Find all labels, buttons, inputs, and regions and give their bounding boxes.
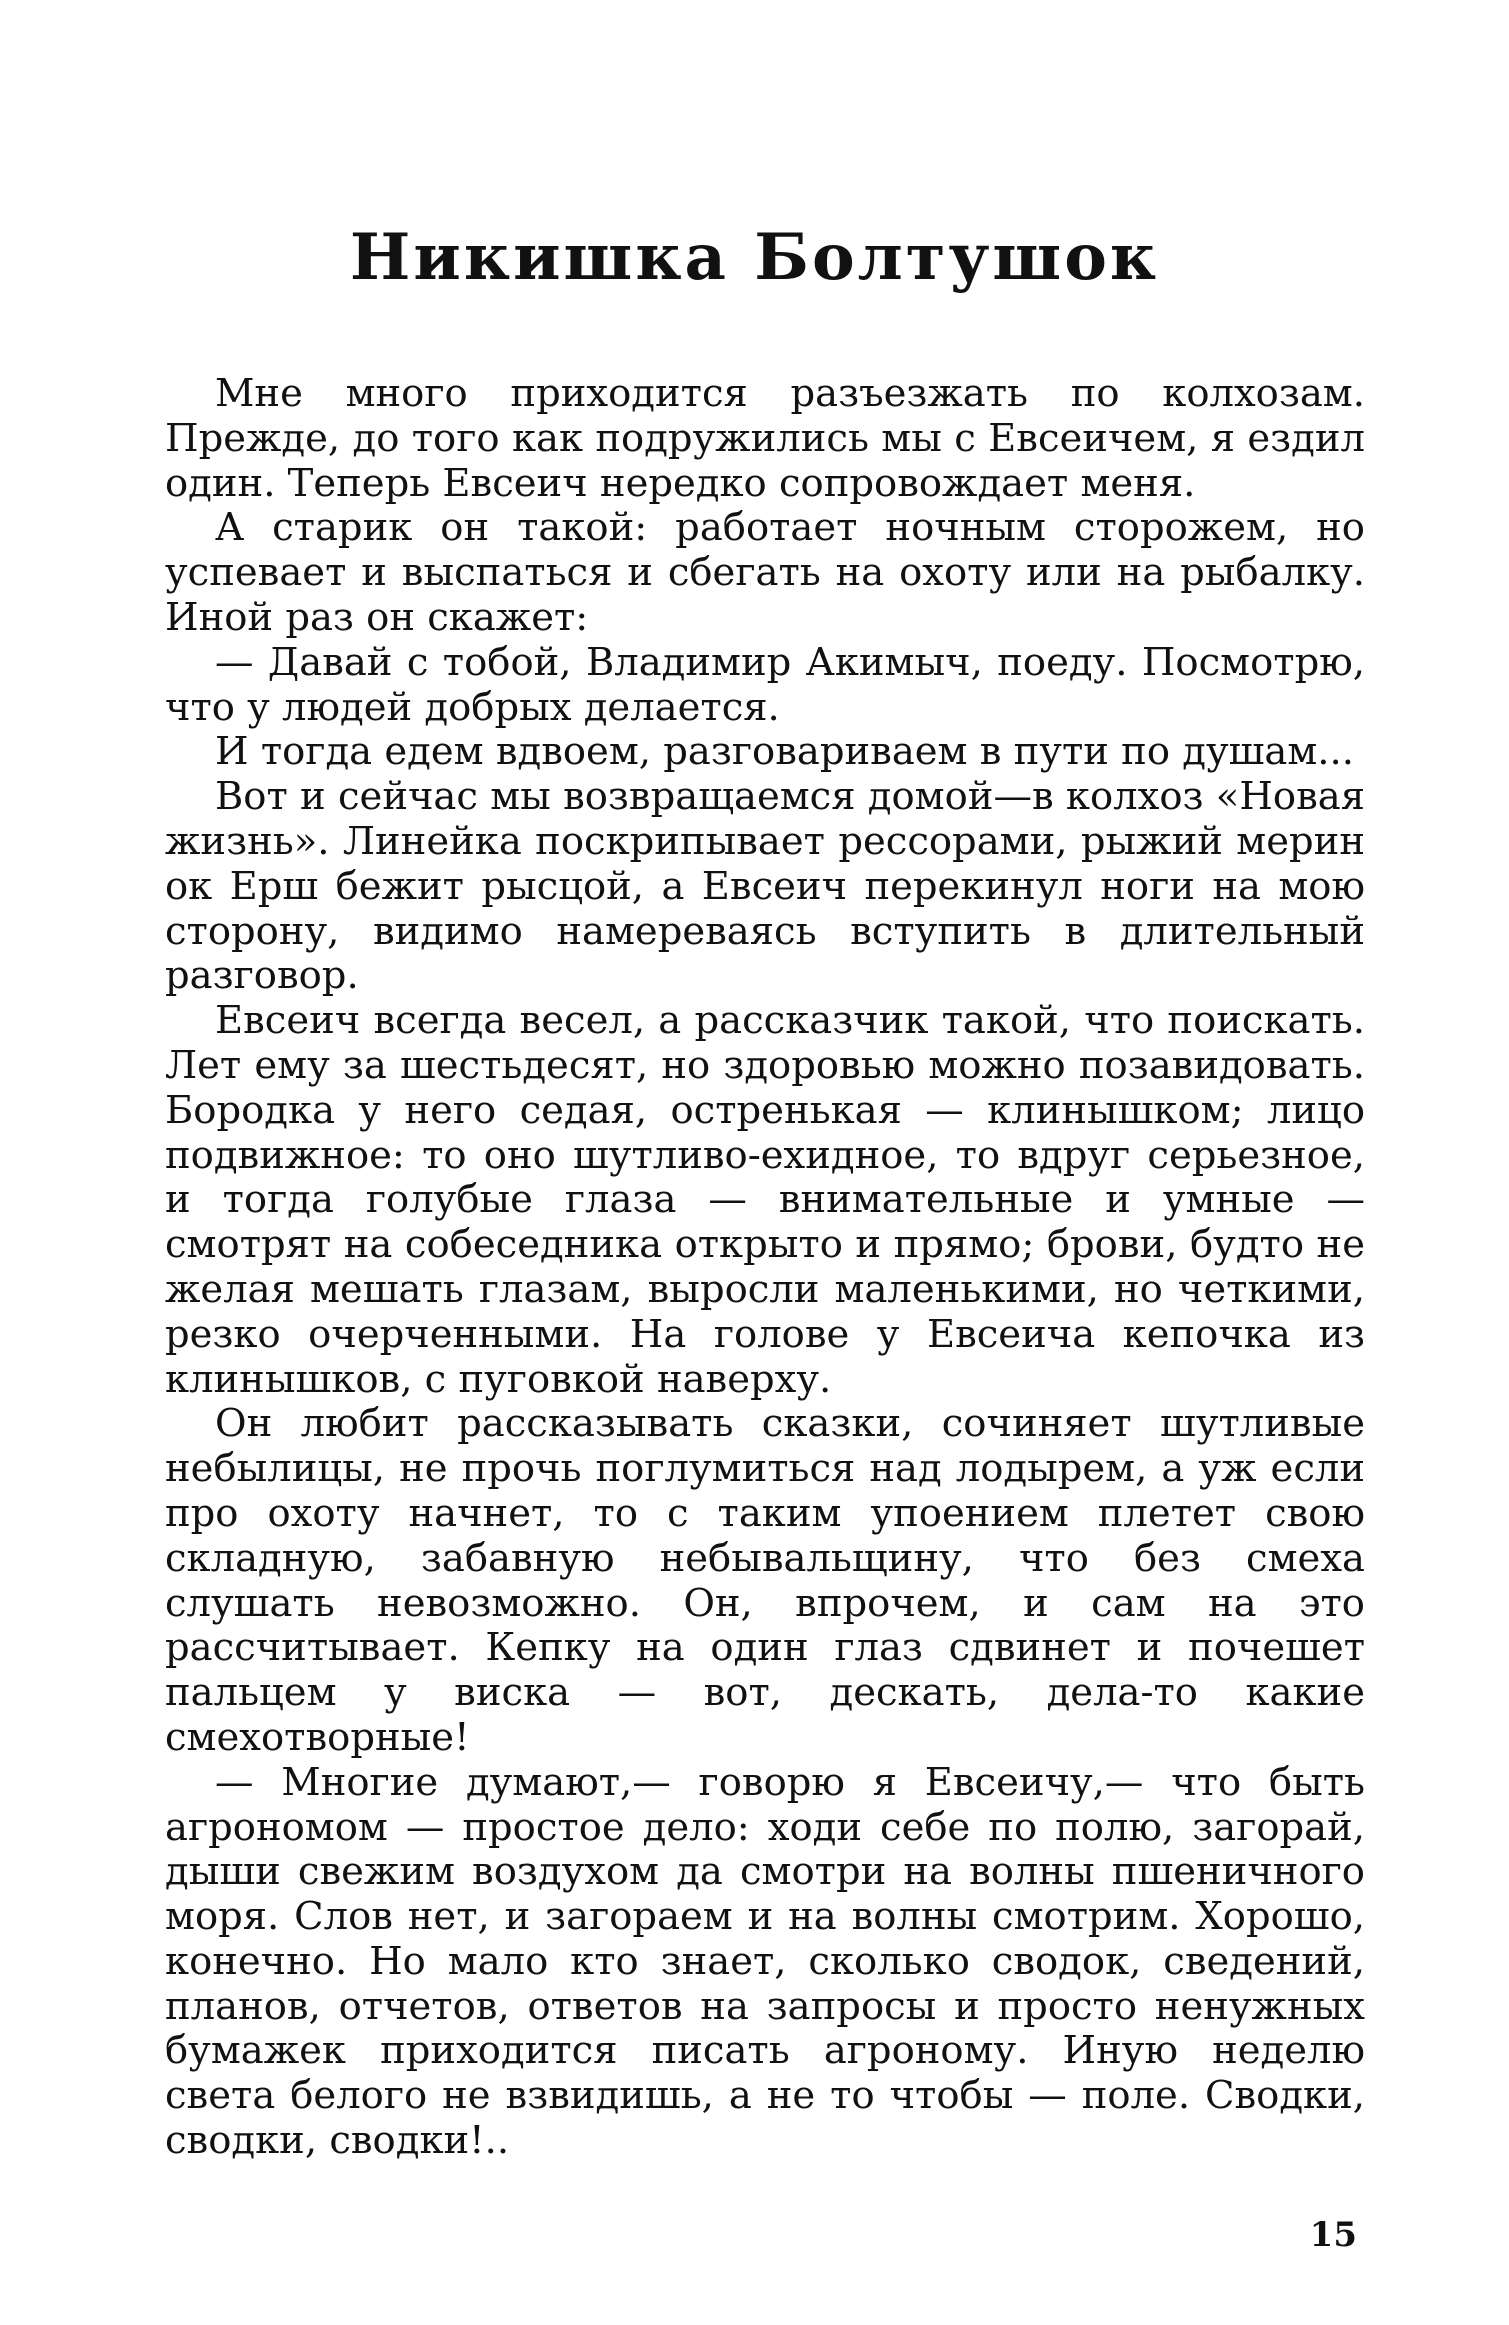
paragraph: Вот и сейчас мы возвращаемся домой—в колхоз «Новая жизнь». Линейка поскрипывает рессорами, рыжий мерин ок Ерш бежит рысцой, а Евсеич перекинул ноги на мою сторону, видимо намереваясь вступить в длительный разговор. (165, 774, 1365, 999)
paragraph: Он любит рассказывать сказки, сочиняет шутливые небылицы, не прочь поглумиться над лодырем, а уж если про охоту начнет, то с таким упоением плетет свою складную, забавную небывальщину, что без смеха слушать невозможно. Он, впрочем, и сам на это рассчитывает. Кепку на один глаз сдвинет и почешет пальцем у виска — вот, дескать, дела-то какие смехотворные! (165, 1401, 1365, 1760)
paragraph: А старик он такой: работает ночным сторожем, но успевает и выспаться и сбегать на охоту или на рыбалку. Иной раз он скажет: (165, 505, 1365, 640)
paragraph: Мне много приходится разъезжать по колхозам. Прежде, до того как подружились мы с Евсеичем, я ездил один. Теперь Евсеич нередко сопровождает меня. (165, 371, 1365, 506)
chapter-title: Никишка Болтушок (349, 220, 1160, 295)
page-number: 15 (1309, 2215, 1357, 2255)
body-text (165, 372, 1365, 2164)
paragraph: — Давай с тобой, Владимир Акимыч, поеду. Посмотрю, что у людей добрых делается. (165, 639, 1365, 730)
paragraph: Евсеич всегда весел, а рассказчик такой, что поискать. Лет ему за шестьдесят, но здоровью можно позавидовать. Бородка у него седая, остренькая — клинышком; лицо подвижное: то оно шутливо-ехидное, то вдруг серьезное, и тогда голубые глаза — внимательные и умные — смотрят на собеседника открыто и прямо; брови, будто не желая мешать глазам, выросли маленькими, но четкими, резко очерченными. На голове у Евсеича кепочка из клинышков, с пуговкой наверху. (165, 998, 1365, 1402)
paragraph: И тогда едем вдвоем, разговариваем в пути по душам... (215, 729, 1355, 775)
paragraph: — Многие думают,— говорю я Евсеичу,— что быть агрономом — простое дело: ходи себе по полю, загорай, дыши свежим воздухом да смотри на волны пшеничного моря. Слов нет, и загораем и на волны смотрим. Хорошо, конечно. Но мало кто знает, сколько сводок, сведений, планов, отчетов, ответов на запросы и просто ненужных бумажек приходится писать агроному. Иную неделю света белого не взвидишь, а не то чтобы — поле. Сводки, сводки, сводки!.. (165, 1759, 1365, 2164)
